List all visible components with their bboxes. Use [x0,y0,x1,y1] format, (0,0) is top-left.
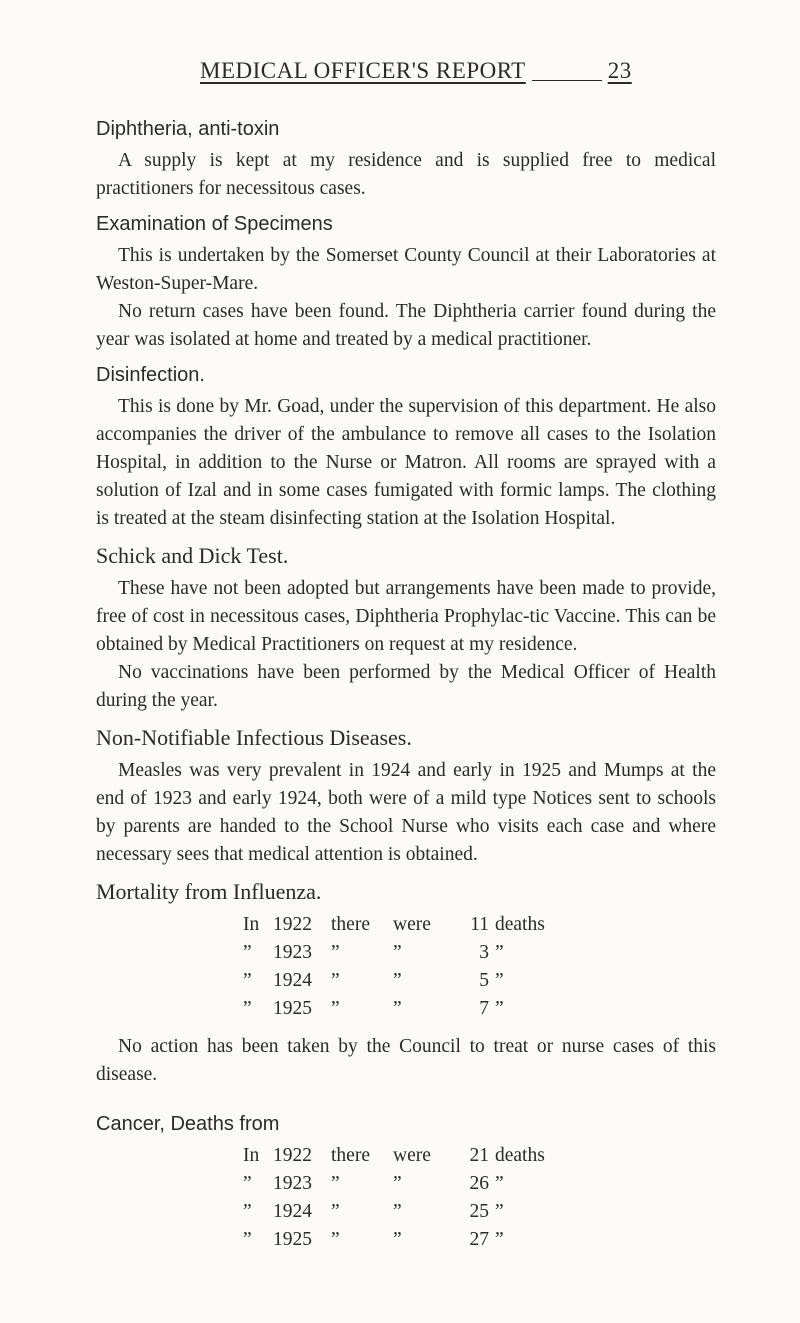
page-number: 23 [607,58,632,83]
section-examination [96,213,716,354]
spacer [96,1099,716,1113]
paragraph: Measles was very prevalent in 1924 and early in 1925 and Mumps at the end of 1923 and early 1924, both were of a mild type Notices sent to schools by parents are handed to the School Nurse who visits each case and where necessary sees that medical attention is obtained. [96,760,716,865]
row-word: were [393,1145,431,1166]
row-unit: ” [495,1201,504,1222]
row-word: ” [331,1229,340,1250]
row-word: ” [331,1201,340,1222]
table-row [243,911,716,939]
row-word: ” [331,942,340,963]
row-count: 21 [469,1145,489,1166]
section-heading: Non-Notifiable Infectious Diseases. [96,725,412,750]
row-count: 25 [469,1201,489,1222]
row-count: 26 [469,1173,489,1194]
section-disinfection [96,364,716,533]
table-row [243,1170,716,1198]
row-unit: deaths [495,1145,545,1166]
row-unit: ” [495,998,504,1019]
header-rule [532,80,602,81]
row-count: 5 [479,970,489,991]
section-diphtheria [96,118,716,203]
row-word: ” [393,942,402,963]
table-row [243,1226,716,1254]
row-unit: ” [495,1229,504,1250]
document-body [96,118,716,1264]
table-row [243,1142,716,1170]
section-heading: Mortality from Influenza. [96,879,322,904]
row-unit: ” [495,942,504,963]
row-prefix: In [243,914,260,935]
row-year: 1925 [273,1229,312,1250]
influenza-table [243,911,716,1023]
section-schick-dick [96,543,716,715]
row-year: 1922 [273,1145,312,1166]
table-row [243,995,716,1023]
row-year: 1923 [273,1173,312,1194]
section-influenza [96,879,716,1089]
cancer-table [243,1142,716,1254]
paragraph: No vaccinations have been performed by the Medical Officer of Health during the year. [96,662,716,711]
section-heading: Examination of Specimens [96,213,333,235]
row-year: 1924 [273,1201,312,1222]
row-prefix: ” [243,1201,252,1222]
section-heading: Diphtheria, anti-toxin [96,118,280,140]
row-prefix: ” [243,970,252,991]
row-count: 3 [479,942,489,963]
row-word: there [331,1145,370,1166]
row-prefix: ” [243,1229,252,1250]
row-word: ” [393,1201,402,1222]
paragraph: No action has been taken by the Council to treat or nurse cases of this disease. [96,1036,716,1085]
row-unit: deaths [495,914,545,935]
row-prefix: ” [243,942,252,963]
row-word: there [331,914,370,935]
row-prefix: ” [243,1173,252,1194]
row-word: were [393,914,431,935]
row-word: ” [331,970,340,991]
row-year: 1925 [273,998,312,1019]
row-unit: ” [495,1173,504,1194]
row-count: 7 [479,998,489,1019]
table-row [243,967,716,995]
paragraph: This is undertaken by the Somerset County Council at their Laboratories at Weston-Super-Mare. [96,245,716,294]
row-word: ” [393,1229,402,1250]
paragraph: A supply is kept at my residence and is supplied free to medical practitioners for necessitous cases. [96,150,716,199]
section-heading: Cancer, Deaths from [96,1113,280,1135]
section-cancer [96,1113,716,1254]
row-word: ” [393,998,402,1019]
report-title: MEDICAL OFFICER'S REPORT [200,58,526,83]
page-header [200,58,632,84]
paragraph: This is done by Mr. Goad, under the supervision of this department. He also accompanies the driver of the ambulance to remove all cases to the Isolation Hospital, in addition to the Nurse or Matron. All rooms are sprayed with a solution of Izal and in some cases fumigated with formic lamps. The clothing is treated at the steam disinfecting station at the Isolation Hospital. [96,396,716,529]
table-row [243,939,716,967]
row-year: 1923 [273,942,312,963]
section-heading: Schick and Dick Test. [96,543,289,568]
row-word: ” [331,998,340,1019]
row-count: 27 [469,1229,489,1250]
row-unit: ” [495,970,504,991]
row-year: 1924 [273,970,312,991]
row-word: ” [393,970,402,991]
paragraph: No return cases have been found. The Diphtheria carrier found during the year was isolated at home and treated by a medical practitioner. [96,301,716,350]
row-prefix: In [243,1145,260,1166]
row-prefix: ” [243,998,252,1019]
row-word: ” [331,1173,340,1194]
paragraph: These have not been adopted but arrangements have been made to provide, free of cost in necessitous cases, Diphtheria Prophylac-tic Vaccine. This can be obtained by Medical Practitioners on request at my residence. [96,578,716,655]
section-non-notifiable [96,725,716,869]
table-row [243,1198,716,1226]
row-count: 11 [470,914,489,935]
row-year: 1922 [273,914,312,935]
section-heading: Disinfection. [96,364,205,386]
row-word: ” [393,1173,402,1194]
